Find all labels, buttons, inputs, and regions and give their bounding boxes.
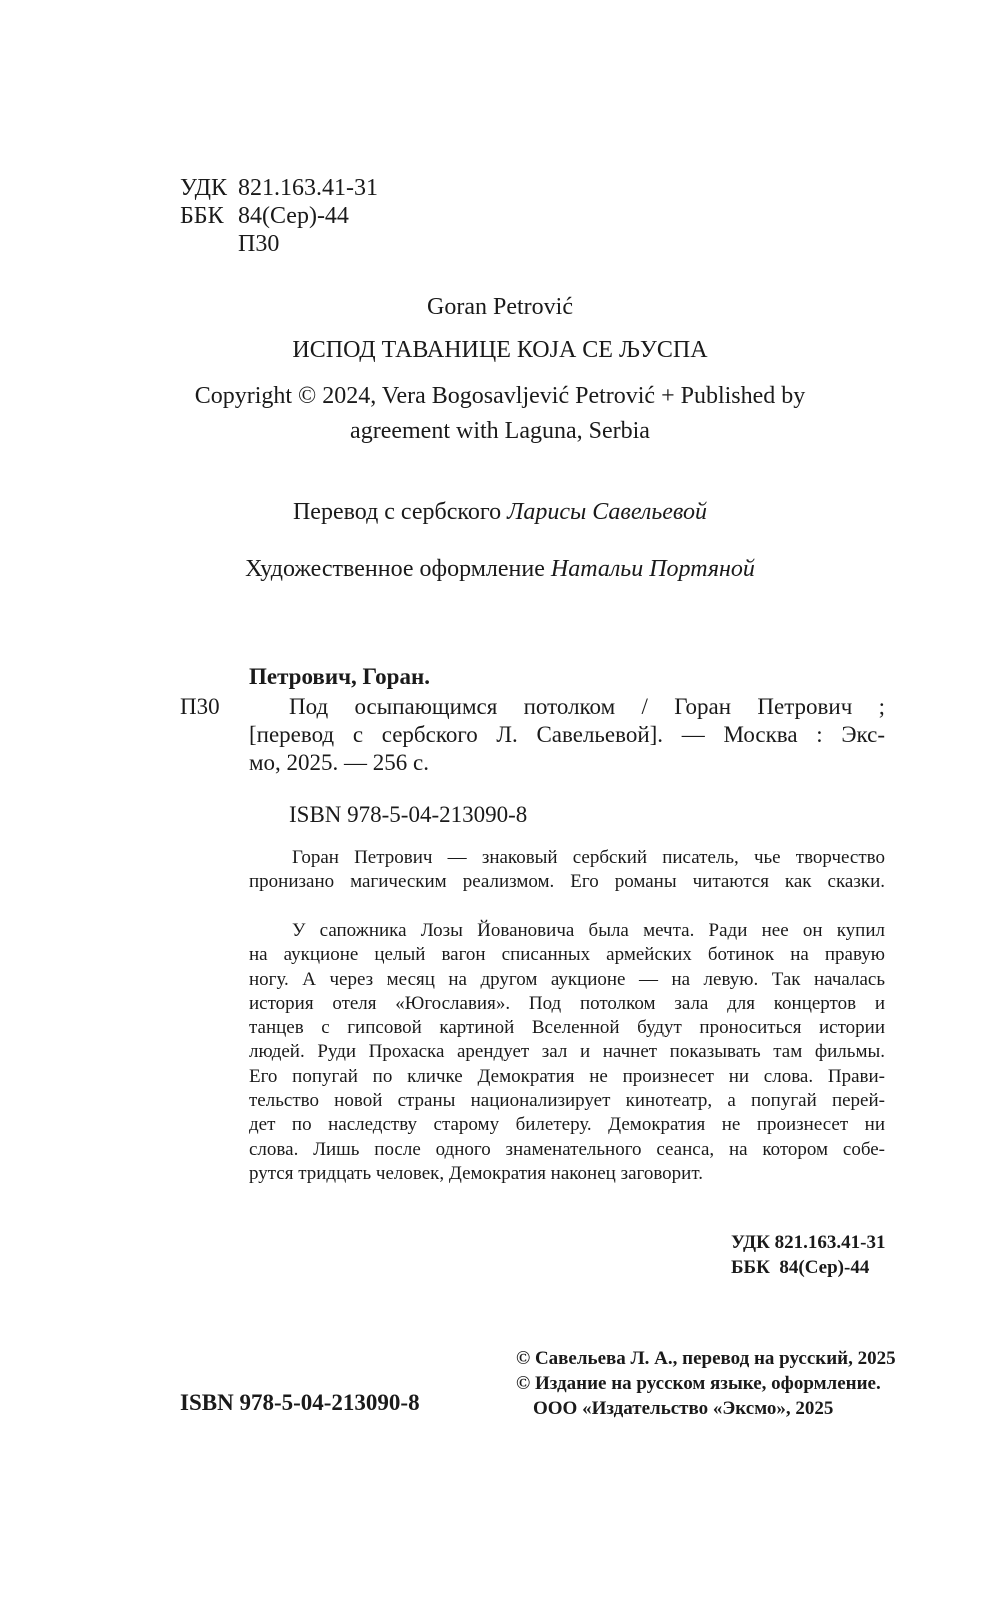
catalog-heading: Петрович, Горан. <box>249 664 430 689</box>
summary-line-3: ногу. А через месяц на другом аукционе — на левую. Так началась <box>249 968 885 990</box>
design-credit <box>0 554 1000 584</box>
author-mark: П30 <box>238 231 280 257</box>
summary-line-11: рутся тридцать человек, Демократия наконец заговорит. <box>249 1162 703 1184</box>
summary-line-8: тельство новой страны национализирует кинотеатр, а попугай перей- <box>249 1090 885 1112</box>
annotation-intro <box>249 846 885 895</box>
summary-line-7: Его попугай по кличке Демократия не произнесет ни слова. Прави- <box>249 1065 885 1087</box>
original-title: ИСПОД ТАВАНИЦЕ КОЈА СЕ ЉУСПА <box>292 337 708 363</box>
footer-udk: УДК 821.163.41-31 <box>731 1232 886 1253</box>
footer-isbn: ISBN 978-5-04-213090-8 <box>180 1390 420 1415</box>
summary-line-10: слова. Лишь после одного знаменательного сеанса, на котором собе- <box>249 1138 885 1160</box>
design-prefix: Художественное оформление <box>245 556 551 582</box>
footer-copyright-2: © Издание на русском языке, оформление. <box>516 1373 881 1394</box>
summary-line-9: дет по наследству старому билетеру. Демократия не произнесет ни <box>249 1114 885 1136</box>
translator-name: Ларисы Савельевой <box>507 499 708 525</box>
translation-prefix: Перевод с сербского <box>292 499 508 525</box>
intro-line-2: пронизано магическим реализмом. Его романы читаются как сказки. <box>249 871 885 893</box>
summary-line-4: история отеля «Югославия». Под потолком зала для концертов и <box>249 992 885 1014</box>
translation-credit <box>0 497 1000 527</box>
summary-line-1: У сапожника Лозы Йовановича была мечта. Ради нее он купил <box>292 920 885 941</box>
copyright-line-2: agreement with Laguna, Serbia <box>350 418 650 444</box>
annotation-summary <box>249 919 885 1186</box>
catalog-line-1: Под осыпающимся потолком / Горан Петрович ; <box>289 694 885 719</box>
summary-line-2: на аукционе целый вагон списанных армейских ботинок на правую <box>249 944 885 966</box>
footer-bbk: ББК 84(Сер)-44 <box>731 1257 870 1278</box>
designer-name: Натальи Портяной <box>550 556 755 582</box>
footer-copyright-3: ООО «Издательство «Эксмо», 2025 <box>533 1398 834 1419</box>
intro-line-1: Горан Петрович — знаковый сербский писатель, чье творчество <box>292 847 885 868</box>
catalog-line-3: мо, 2025. — 256 с. <box>249 750 430 775</box>
bbk-value: 84(Сер)-44 <box>238 203 349 229</box>
summary-line-6: людей. Руди Прохаска арендует зал и начнет показывать там фильмы. <box>249 1041 885 1063</box>
udk-value: 821.163.41-31 <box>238 175 378 201</box>
summary-line-5: танцев с гипсовой картиной Вселенной будут проноситься истории <box>249 1017 885 1039</box>
bbk-label: ББК <box>180 203 224 229</box>
footer-copyright-1: © Савельева Л. А., перевод на русский, 2025 <box>516 1348 896 1369</box>
catalog-isbn: ISBN 978-5-04-213090-8 <box>289 802 528 827</box>
catalog-line-2: [перевод с сербского Л. Савельевой]. — Москва : Экс- <box>249 722 885 747</box>
catalog-entry <box>249 693 885 777</box>
copyright-line-1: Copyright © 2024, Vera Bogosavljević Petrović + Published by <box>194 383 806 409</box>
udk-label: УДК <box>180 175 227 201</box>
catalog-mark: П30 <box>180 694 220 719</box>
original-author: Goran Petrović <box>427 294 573 320</box>
